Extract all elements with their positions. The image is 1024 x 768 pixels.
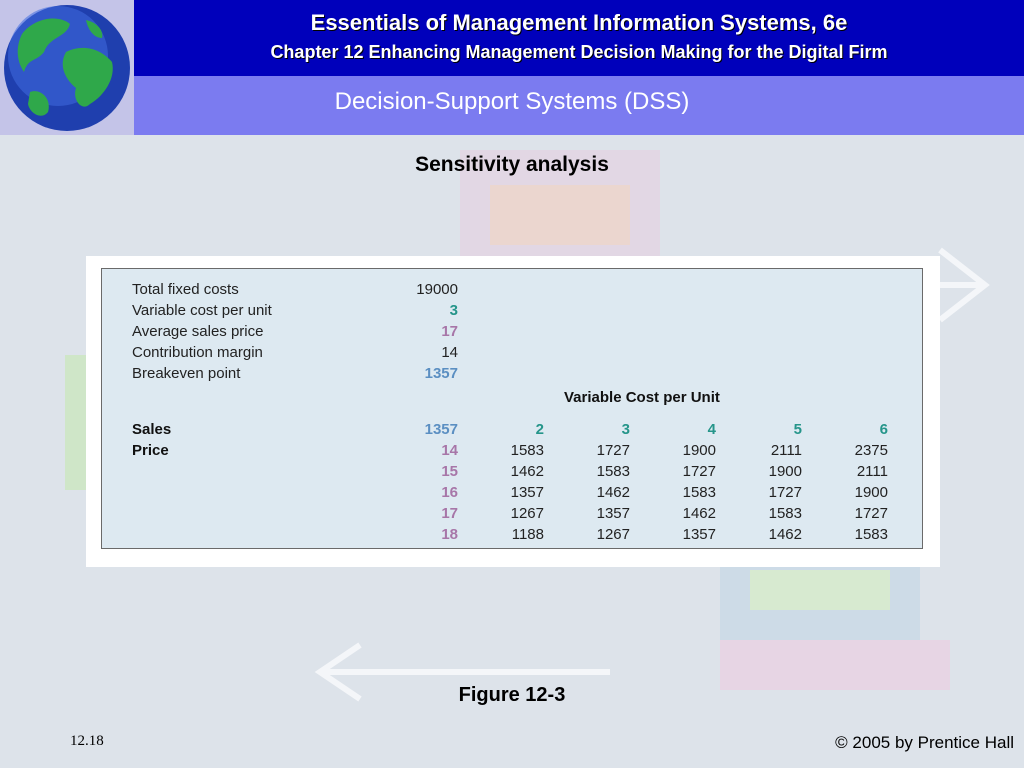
table-cell: 1357 [682, 526, 716, 543]
book-title: Essentials of Management Information Systems, 6e [310, 10, 848, 35]
summary-label: Breakeven point [132, 365, 241, 382]
table-cell: 1462 [682, 505, 716, 522]
table-cell: 1583 [682, 484, 716, 501]
matrix-title: Variable Cost per Unit [564, 389, 720, 406]
sales-value: 1357 [424, 421, 458, 438]
summary-value: 14 [441, 344, 458, 361]
price-value: 14 [441, 442, 458, 459]
section-title: Decision-Support Systems (DSS) [334, 88, 690, 115]
table-cell: 1727 [682, 463, 716, 480]
table-cell: 1900 [854, 484, 888, 501]
table-cell: 1727 [854, 505, 888, 522]
table-cell: 1727 [596, 442, 630, 459]
table-cell: 1727 [768, 484, 802, 501]
table-cell: 1462 [596, 484, 630, 501]
figure-caption: Figure 12-3 [458, 684, 566, 706]
summary-value: 1357 [424, 365, 458, 382]
sales-label: Sales [132, 421, 172, 438]
table-cell: 1357 [510, 484, 544, 501]
table-cell: 2111 [770, 442, 802, 459]
table-cell: 1900 [768, 463, 802, 480]
summary-label: Average sales price [132, 323, 264, 340]
sensitivity-table [101, 268, 923, 549]
slide-heading: Sensitivity analysis [415, 153, 609, 176]
price-label: Price [132, 442, 169, 459]
price-value: 15 [441, 463, 458, 480]
globe-logo [0, 0, 134, 135]
variable-cost-header: 2 [535, 421, 544, 438]
summary-value: 3 [449, 302, 458, 319]
price-value: 16 [441, 484, 458, 501]
summary-value: 17 [441, 323, 458, 340]
summary-label: Total fixed costs [132, 281, 239, 298]
summary-label: Variable cost per unit [132, 302, 272, 319]
table-cell: 1900 [682, 442, 716, 459]
variable-cost-header: 3 [621, 421, 630, 438]
table-cell: 1462 [768, 526, 802, 543]
chapter-title: Chapter 12 Enhancing Management Decision Making for the Digital Firm [270, 42, 888, 62]
table-cell: 1267 [510, 505, 544, 522]
copyright-notice: © 2005 by Prentice Hall [835, 733, 1014, 752]
table-cell: 1267 [596, 526, 630, 543]
price-value: 17 [441, 505, 458, 522]
table-cell: 1583 [596, 463, 630, 480]
table-cell: 1583 [510, 442, 544, 459]
table-cell: 1462 [510, 463, 544, 480]
table-cell: 1357 [596, 505, 630, 522]
table-cell: 1188 [511, 526, 544, 543]
table-cell: 1583 [854, 526, 888, 543]
variable-cost-header: 6 [879, 421, 888, 438]
table-cell: 2111 [856, 463, 888, 480]
figure-card [86, 256, 940, 567]
variable-cost-header: 4 [707, 421, 716, 438]
price-value: 18 [441, 526, 458, 543]
variable-cost-header: 5 [793, 421, 802, 438]
summary-value: 19000 [416, 281, 458, 298]
table-cell: 2375 [854, 442, 888, 459]
globe-icon [0, 0, 134, 135]
table-cell: 1583 [768, 505, 802, 522]
slide-number: 12.18 [70, 733, 104, 749]
summary-label: Contribution margin [132, 344, 263, 361]
